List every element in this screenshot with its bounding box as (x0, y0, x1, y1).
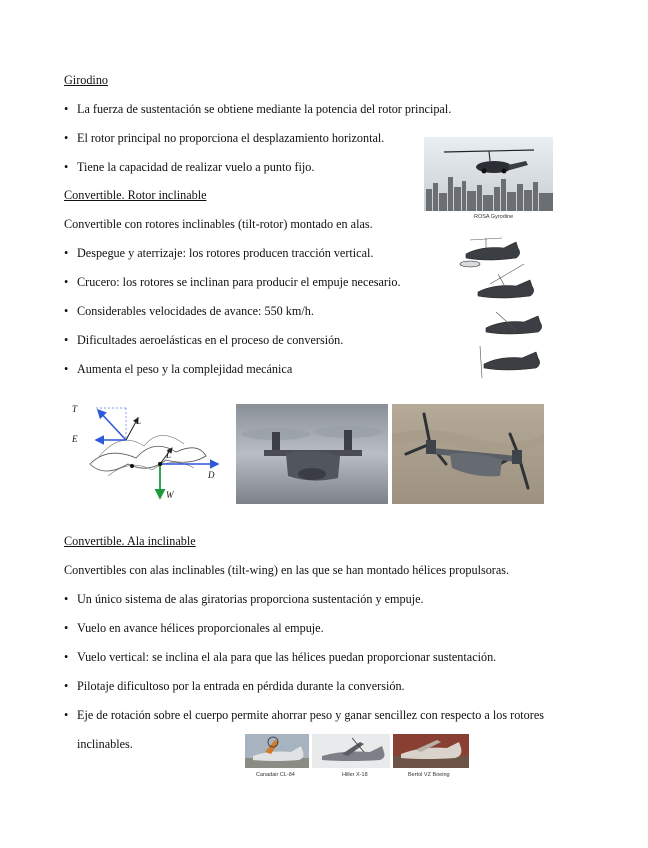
list-item-text: Pilotaje dificultoso por la entrada en pérdida durante la conversión. (77, 679, 405, 693)
diagram-label-w: W (166, 490, 174, 500)
heading-girodino: Girodino (64, 73, 109, 87)
list-item (64, 591, 424, 607)
bullet-dot: • (64, 650, 69, 664)
tiltwing-photo-vz (393, 734, 469, 768)
list-item (64, 159, 314, 175)
list-item-text: Un único sistema de alas giratorias proporciona sustentación y empuje. (77, 592, 424, 606)
intro-paragraph: Convertible con rotores inclinables (tilt-rotor) montado en alas. (64, 217, 373, 231)
tiltwing-photo-x18 (312, 734, 390, 768)
bullet-dot: • (64, 362, 69, 376)
bullet-dot: • (64, 102, 69, 116)
list-item-text: Despegue y aterrizaje: los rotores producen tracción vertical. (77, 246, 374, 260)
bullet-dot: • (64, 131, 69, 145)
list-item (64, 303, 314, 319)
diagram-label-e: E (72, 434, 78, 444)
list-item-text: Tiene la capacidad de realizar vuelo a punto fijo. (77, 160, 315, 174)
list-item-text: La fuerza de sustentación se obtiene mediante la potencia del rotor principal. (77, 102, 452, 116)
list-item-text: Eje de rotación sobre el cuerpo permite ahorrar peso y ganar sencillez con respecto a los rotores (77, 708, 544, 722)
bullet-dot: • (64, 621, 69, 635)
list-item (64, 274, 401, 290)
diagram-label-t: T (72, 404, 78, 414)
diagram-label-l-top: L (136, 416, 142, 426)
list-item (64, 649, 496, 665)
gyrodine-photo (424, 137, 553, 211)
bullet-dot: • (64, 679, 69, 693)
list-item (64, 245, 373, 261)
diagram-label-d: D (208, 470, 215, 480)
list-item (64, 707, 544, 723)
bullet-dot: • (64, 708, 69, 722)
image-caption: Canadair CL-84 (256, 772, 295, 778)
bullet-dot: • (64, 275, 69, 289)
list-item-text: Vuelo en avance hélices proporcionales al empuje. (77, 621, 324, 635)
tiltrotor-sequence-illustration (446, 234, 558, 386)
intro-paragraph: Convertibles con alas inclinables (tilt-wing) en las que se han montado hélices propulsoras. (64, 563, 510, 577)
bullet-dot: • (64, 333, 69, 347)
bullet-dot: • (64, 160, 69, 174)
image-caption: Hiller X-18 (342, 772, 368, 778)
tiltwing-photo-cl84 (245, 734, 309, 768)
list-item (64, 620, 324, 636)
list-item-text: Vuelo vertical: se inclina el ala para que las hélices puedan proporcionar sustentación. (77, 650, 497, 664)
list-item-text: Aumenta el peso y la complejidad mecánica (77, 362, 293, 376)
bullet-dot: • (64, 246, 69, 260)
list-item (64, 678, 405, 694)
heading-rotor-inclinable: Convertible. Rotor inclinable (64, 188, 207, 202)
diagram-label-l-mid: L (166, 450, 172, 460)
tiltrotor-photo-hover (236, 404, 388, 504)
list-item (64, 361, 292, 377)
heading-ala-inclinable: Convertible. Ala inclinable (64, 534, 196, 548)
list-item (64, 130, 384, 146)
list-item-text: Considerables velocidades de avance: 550 km/h. (77, 304, 314, 318)
list-item-text: Dificultades aeroelásticas en el proceso de conversión. (77, 333, 344, 347)
list-item-text: El rotor principal no proporciona el desplazamiento horizontal. (77, 131, 385, 145)
list-item-text: Crucero: los rotores se inclinan para producir el empuje necesario. (77, 275, 401, 289)
force-vector-diagram (68, 400, 228, 504)
image-caption: ROSA Gyrodine (474, 214, 514, 220)
list-item-continuation: inclinables. (77, 737, 133, 751)
bullet-dot: • (64, 592, 69, 606)
list-item (64, 101, 451, 117)
image-caption: Bertol VZ Boeing (408, 772, 450, 778)
tiltrotor-photo-cruise (392, 404, 544, 504)
bullet-dot: • (64, 304, 69, 318)
list-item (64, 332, 343, 348)
